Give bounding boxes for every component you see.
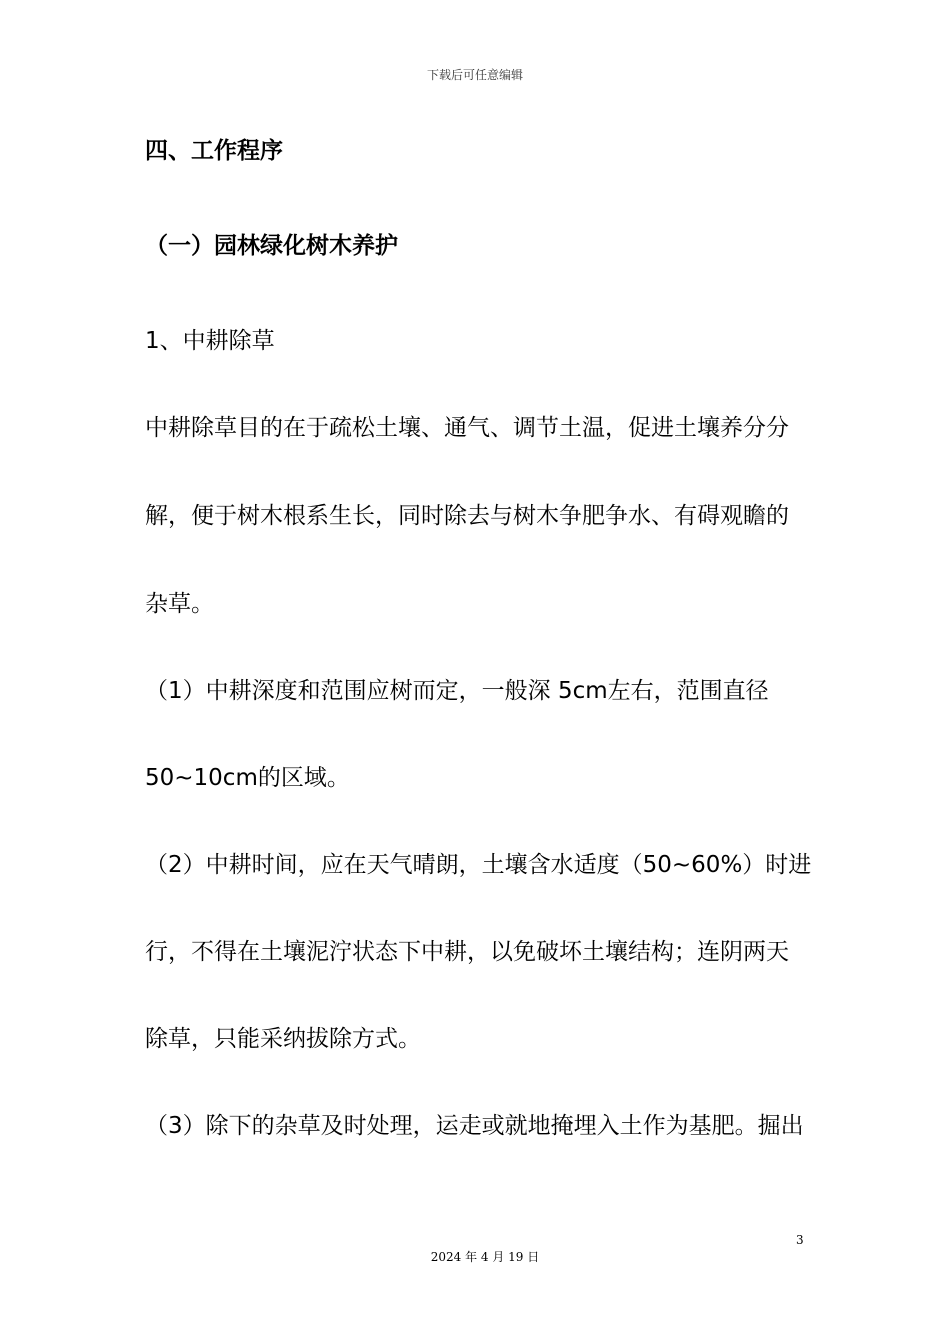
- paragraph-line: 中耕除草目的在于疏松土壤、通气、调节土温，促进土壤养分分: [145, 415, 789, 441]
- page-header: 下载后可任意编辑: [426, 68, 523, 82]
- paragraph-line: 行，不得在土壤泥泞状态下中耕，以免破坏土壤结构；连阴两天: [145, 939, 789, 965]
- subsection-title: （一）园林绿化树木养护: [145, 233, 398, 259]
- paragraph-line: （2）中耕时间，应在天气晴朗，土壤含水适度（50~60%）时进: [145, 852, 812, 878]
- section-title: 四、工作程序: [145, 138, 283, 164]
- paragraph-line: （3）除下的杂草及时处理，运走或就地掩埋入土作为基肥。掘出: [145, 1113, 804, 1139]
- paragraph-line: 杂草。: [145, 591, 214, 617]
- paragraph-line: 50~10cm的区域。: [145, 765, 350, 791]
- item-title: 1、中耕除草: [145, 328, 275, 354]
- page-number: 3: [796, 1233, 804, 1247]
- paragraph-line: （1）中耕深度和范围应树而定，一般深 5cm左右，范围直径: [145, 678, 769, 704]
- paragraph-line: 解，便于树木根系生长，同时除去与树木争肥争水、有碍观瞻的: [145, 503, 789, 529]
- paragraph-line: 除草，只能采纳拔除方式。: [145, 1026, 421, 1052]
- footer-date: 2024 年 4 月 19 日: [430, 1250, 540, 1264]
